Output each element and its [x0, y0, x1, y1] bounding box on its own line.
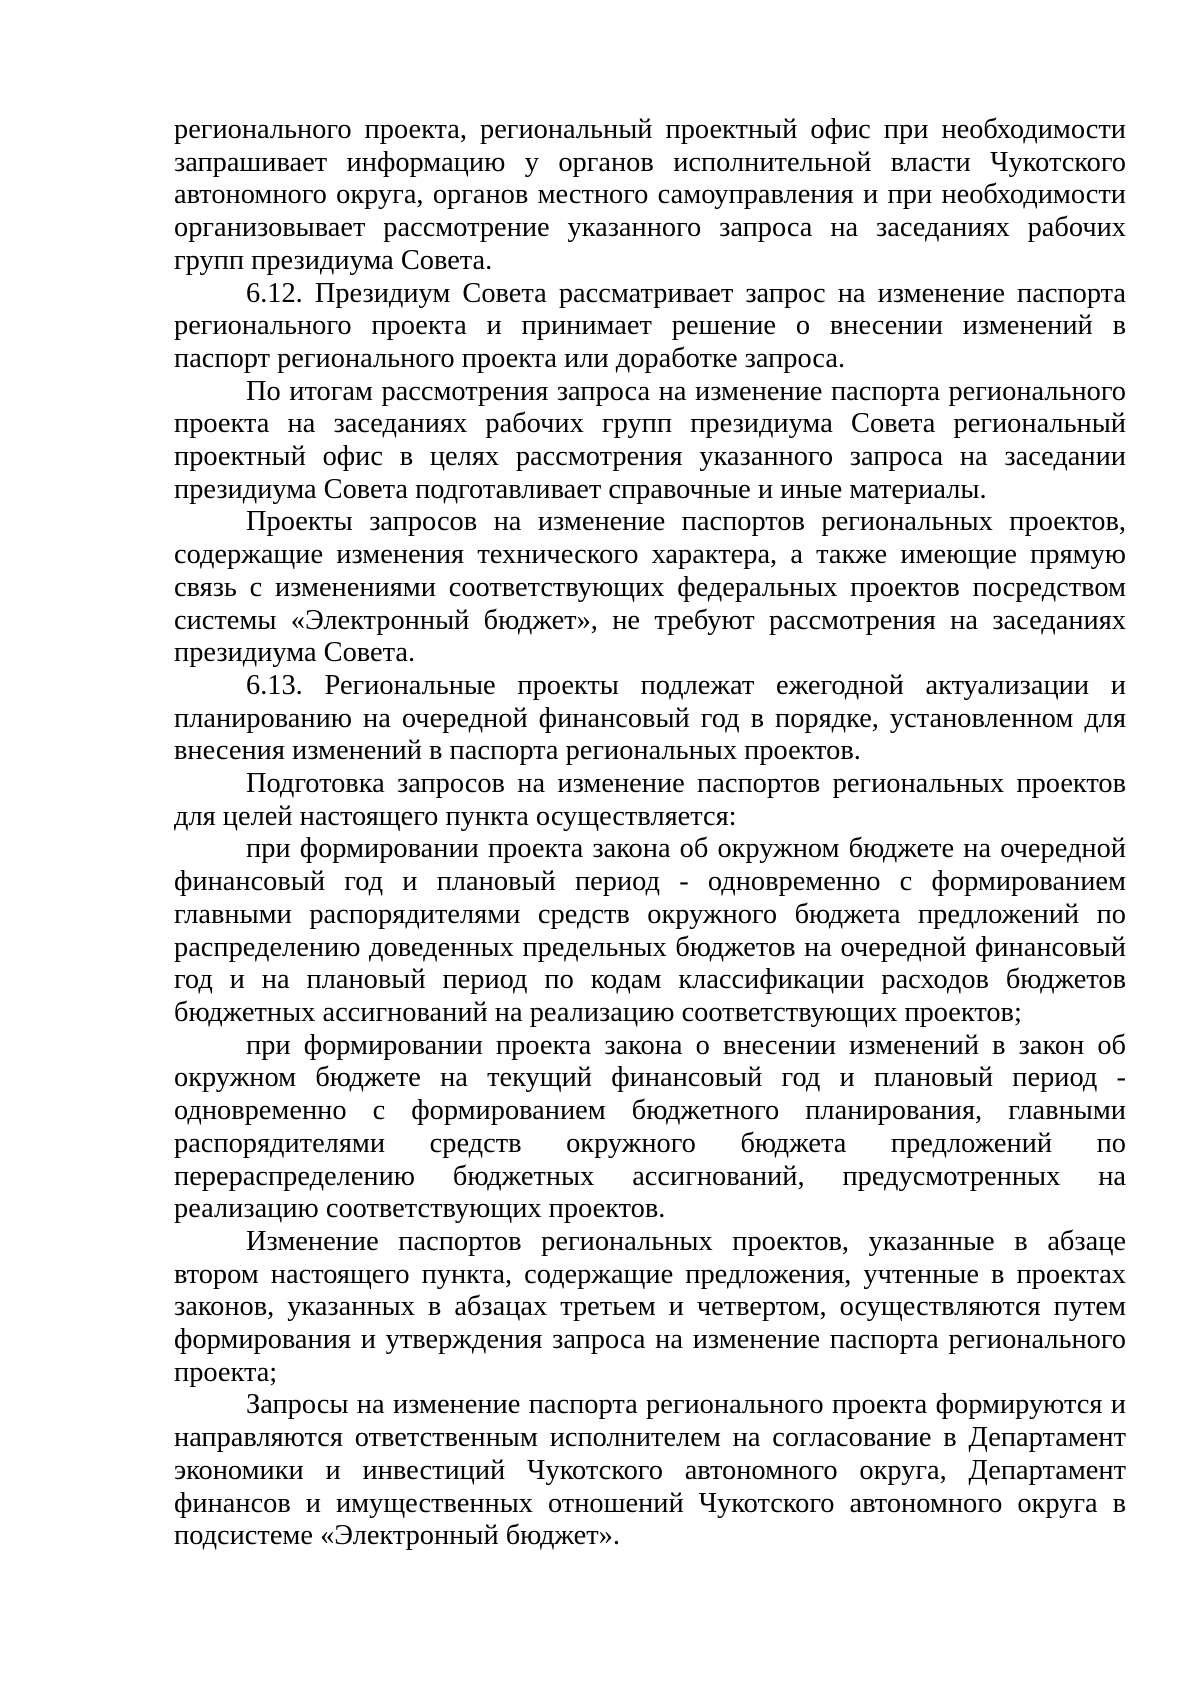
paragraph-requests-approval: Запросы на изменение паспорта регионального проекта формируются и направляются ответственным исполнителем на согласование в Департамент экономики и инвестиций Чукотского автономного округа, Департамент финансов и имущественных отношений Чукотского автономного округа в подсистеме «Электронный бюджет».	[174, 1389, 1126, 1552]
paragraph-preparation: Подготовка запросов на изменение паспортов региональных проектов для целей настоящего пункта осуществляется:	[174, 768, 1126, 832]
paragraph-continuation: регионального проекта, региональный проектный офис при необходимости запрашивает информацию у органов исполнительной власти Чукотского автономного округа, органов местного самоуправления и при необходимости организовывает рассмотрение указанного запроса на заседаниях рабочих групп президиума Совета.	[174, 114, 1126, 276]
paragraph-technical-changes: Проекты запросов на изменение паспортов региональных проектов, содержащие изменения технического характера, а также имеющие прямую связь с изменениями соответствующих федеральных проектов посредством системы «Электронный бюджет», не требуют рассмотрения на заседаниях президиума Совета.	[174, 506, 1126, 669]
paragraph-budget-law-amendment: при формировании проекта закона о внесении изменений в закон об окружном бюджете на текущий финансовый год и плановый период - одновременно с формированием бюджетного планирования, главными распорядителями средств окружного бюджета предложений по перераспределению бюджетных ассигнований, предусмотренных на реализацию соответствующих проектов.	[174, 1029, 1126, 1225]
paragraph-6-13: 6.13. Региональные проекты подлежат ежегодной актуализации и планированию на очередной финансовый год в порядке, установленном для внесения изменений в паспорта региональных проектов.	[174, 669, 1126, 767]
paragraph-6-12: 6.12. Президиум Совета рассматривает запрос на изменение паспорта регионального проекта и принимает решение о внесении изменений в паспорт регионального проекта или доработке запроса.	[174, 277, 1126, 374]
paragraph-review-results: По итогам рассмотрения запроса на изменение паспорта регионального проекта на заседаниях рабочих групп президиума Совета региональный проектный офис в целях рассмотрения указанного запроса на заседании президиума Совета подготавливает справочные и иные материалы.	[174, 375, 1126, 505]
paragraph-budget-law-draft: при формировании проекта закона об окружном бюджете на очередной финансовый год и плановый период - одновременно с формированием главными распорядителями средств окружного бюджета предложений по распределению доведенных предельных бюджетов на очередной финансовый год и на плановый период по кодам классификации расходов бюджетов бюджетных ассигнований на реализацию соответствующих проектов;	[174, 833, 1126, 1028]
document-body	[174, 114, 1126, 1553]
paragraph-passport-changes: Изменение паспортов региональных проектов, указанные в абзаце втором настоящего пункта, содержащие предложения, учтенные в проектах законов, указанных в абзацах третьем и четвертом, осуществляются путем формирования и утверждения запроса на изменение паспорта регионального проекта;	[174, 1225, 1126, 1388]
